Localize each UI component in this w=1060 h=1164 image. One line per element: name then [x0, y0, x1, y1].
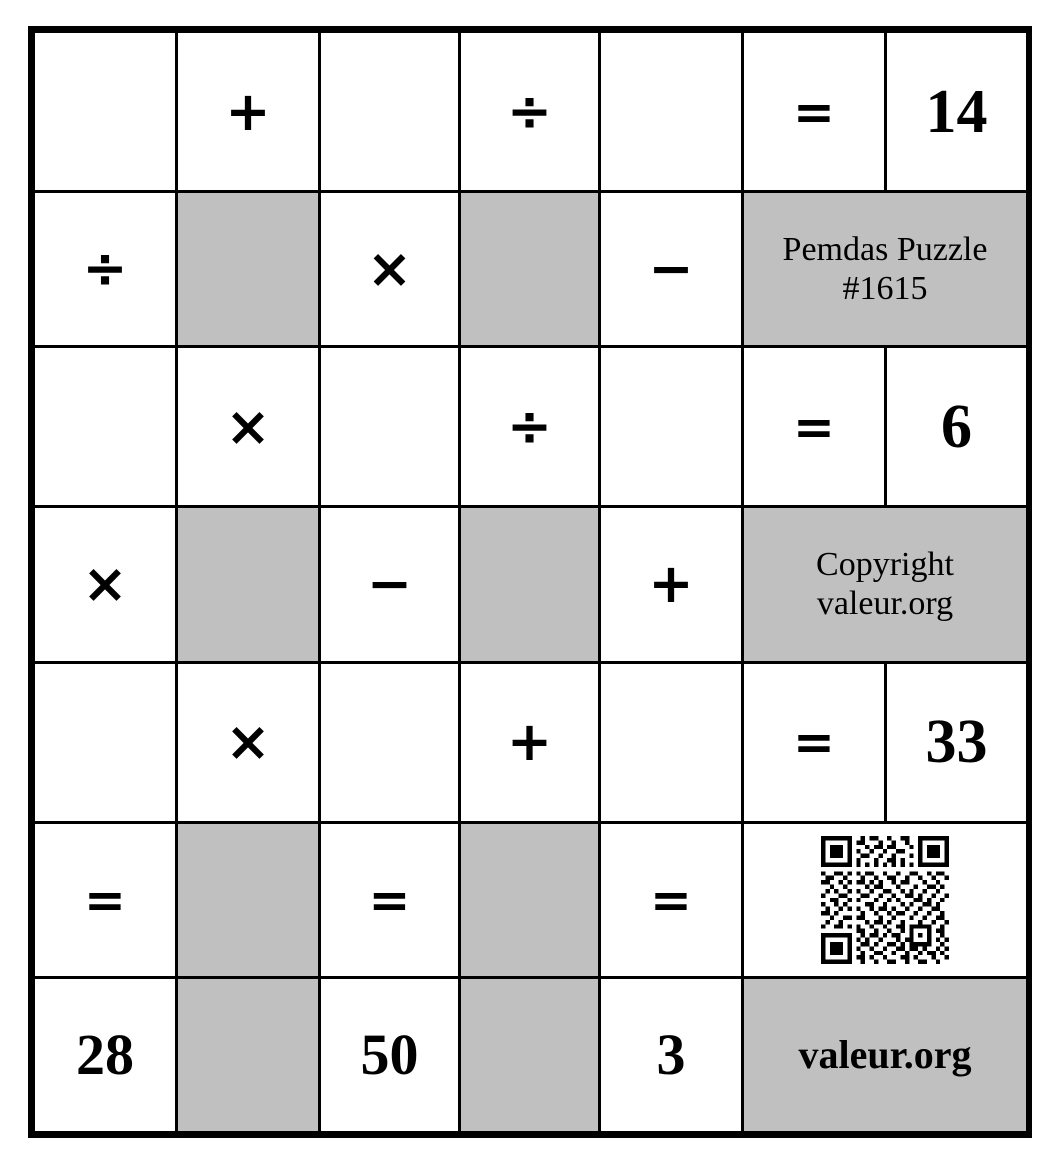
puzzle-title: Pemdas Puzzle: [782, 231, 988, 269]
copyright-line-1: Copyright: [816, 546, 954, 584]
equals-cell: [743, 347, 886, 507]
equals-cell: [743, 32, 886, 192]
qr-code-icon: [821, 836, 949, 964]
answer-slot[interactable]: [320, 662, 460, 822]
shaded-cell: [177, 822, 320, 977]
equals-icon: =: [368, 870, 411, 929]
equals-icon: =: [84, 870, 126, 929]
equals-icon: =: [793, 713, 835, 772]
puzzle-number: #1615: [842, 270, 928, 308]
table-row: [34, 32, 1028, 192]
column-answer-cell: [320, 977, 460, 1132]
plus-icon: +: [648, 552, 694, 616]
table-row: [34, 822, 1028, 977]
answer-slot[interactable]: [320, 347, 460, 507]
table-row: [34, 192, 1028, 347]
plus-icon: +: [225, 79, 271, 143]
operator-cell: [320, 192, 460, 347]
row-result-value: 14: [925, 77, 988, 146]
answer-slot[interactable]: [600, 347, 743, 507]
copyright-line-2: valeur.org: [816, 585, 954, 623]
divide-icon: ÷: [82, 237, 128, 301]
operator-cell: [177, 662, 320, 822]
operator-cell: [34, 192, 177, 347]
pemdas-puzzle-grid: [28, 26, 1032, 1138]
row-result-value: 33: [925, 708, 988, 777]
table-row: [34, 662, 1028, 822]
row-result-cell: [886, 662, 1028, 822]
equals-icon: =: [650, 870, 692, 929]
plus-icon: +: [506, 710, 553, 774]
puzzle-title-cell: [743, 192, 1028, 347]
puzzle-table: [32, 30, 1029, 1134]
row-result-cell: [886, 347, 1028, 507]
operator-cell: [460, 662, 600, 822]
column-answer-cell: [600, 977, 743, 1132]
equals-cell: [320, 822, 460, 977]
shaded-cell: [177, 192, 320, 347]
operator-cell: [600, 192, 743, 347]
copyright-cell: [743, 507, 1028, 662]
equals-cell: [600, 822, 743, 977]
shaded-cell: [460, 822, 600, 977]
column-answer-value: 28: [76, 1021, 134, 1087]
multiply-icon: ×: [366, 237, 413, 301]
minus-icon: −: [366, 552, 413, 616]
column-answer-value: 3: [656, 1021, 686, 1087]
shaded-cell: [177, 977, 320, 1132]
answer-slot[interactable]: [34, 662, 177, 822]
equals-icon: =: [793, 397, 835, 456]
shaded-cell: [460, 507, 600, 662]
qr-code-holder: [744, 824, 1026, 976]
table-row: [34, 507, 1028, 662]
operator-cell: [600, 507, 743, 662]
shaded-cell: [460, 977, 600, 1132]
column-answer-value: 50: [360, 1021, 419, 1087]
divide-icon: ÷: [506, 79, 553, 143]
answer-slot[interactable]: [600, 662, 743, 822]
answer-slot[interactable]: [600, 32, 743, 192]
column-answer-cell: [34, 977, 177, 1132]
table-row: [34, 347, 1028, 507]
multiply-icon: ×: [225, 710, 271, 774]
row-result-value: 6: [941, 392, 972, 461]
equals-cell: [743, 662, 886, 822]
operator-cell: [177, 32, 320, 192]
operator-cell: [177, 347, 320, 507]
brand-label: valeur.org: [798, 1032, 972, 1078]
operator-cell: [34, 507, 177, 662]
shaded-cell: [177, 507, 320, 662]
shaded-cell: [460, 192, 600, 347]
operator-cell: [320, 507, 460, 662]
qr-code-cell[interactable]: [743, 822, 1028, 977]
minus-icon: −: [648, 237, 694, 301]
answer-slot[interactable]: [320, 32, 460, 192]
brand-cell[interactable]: [743, 977, 1028, 1132]
equals-icon: =: [793, 82, 835, 141]
operator-cell: [460, 347, 600, 507]
multiply-icon: ×: [225, 394, 271, 458]
divide-icon: ÷: [506, 394, 553, 458]
equals-cell: [34, 822, 177, 977]
row-result-cell: [886, 32, 1028, 192]
answer-slot[interactable]: [34, 32, 177, 192]
operator-cell: [460, 32, 600, 192]
multiply-icon: ×: [82, 552, 128, 616]
table-row: [34, 977, 1028, 1132]
answer-slot[interactable]: [34, 347, 177, 507]
